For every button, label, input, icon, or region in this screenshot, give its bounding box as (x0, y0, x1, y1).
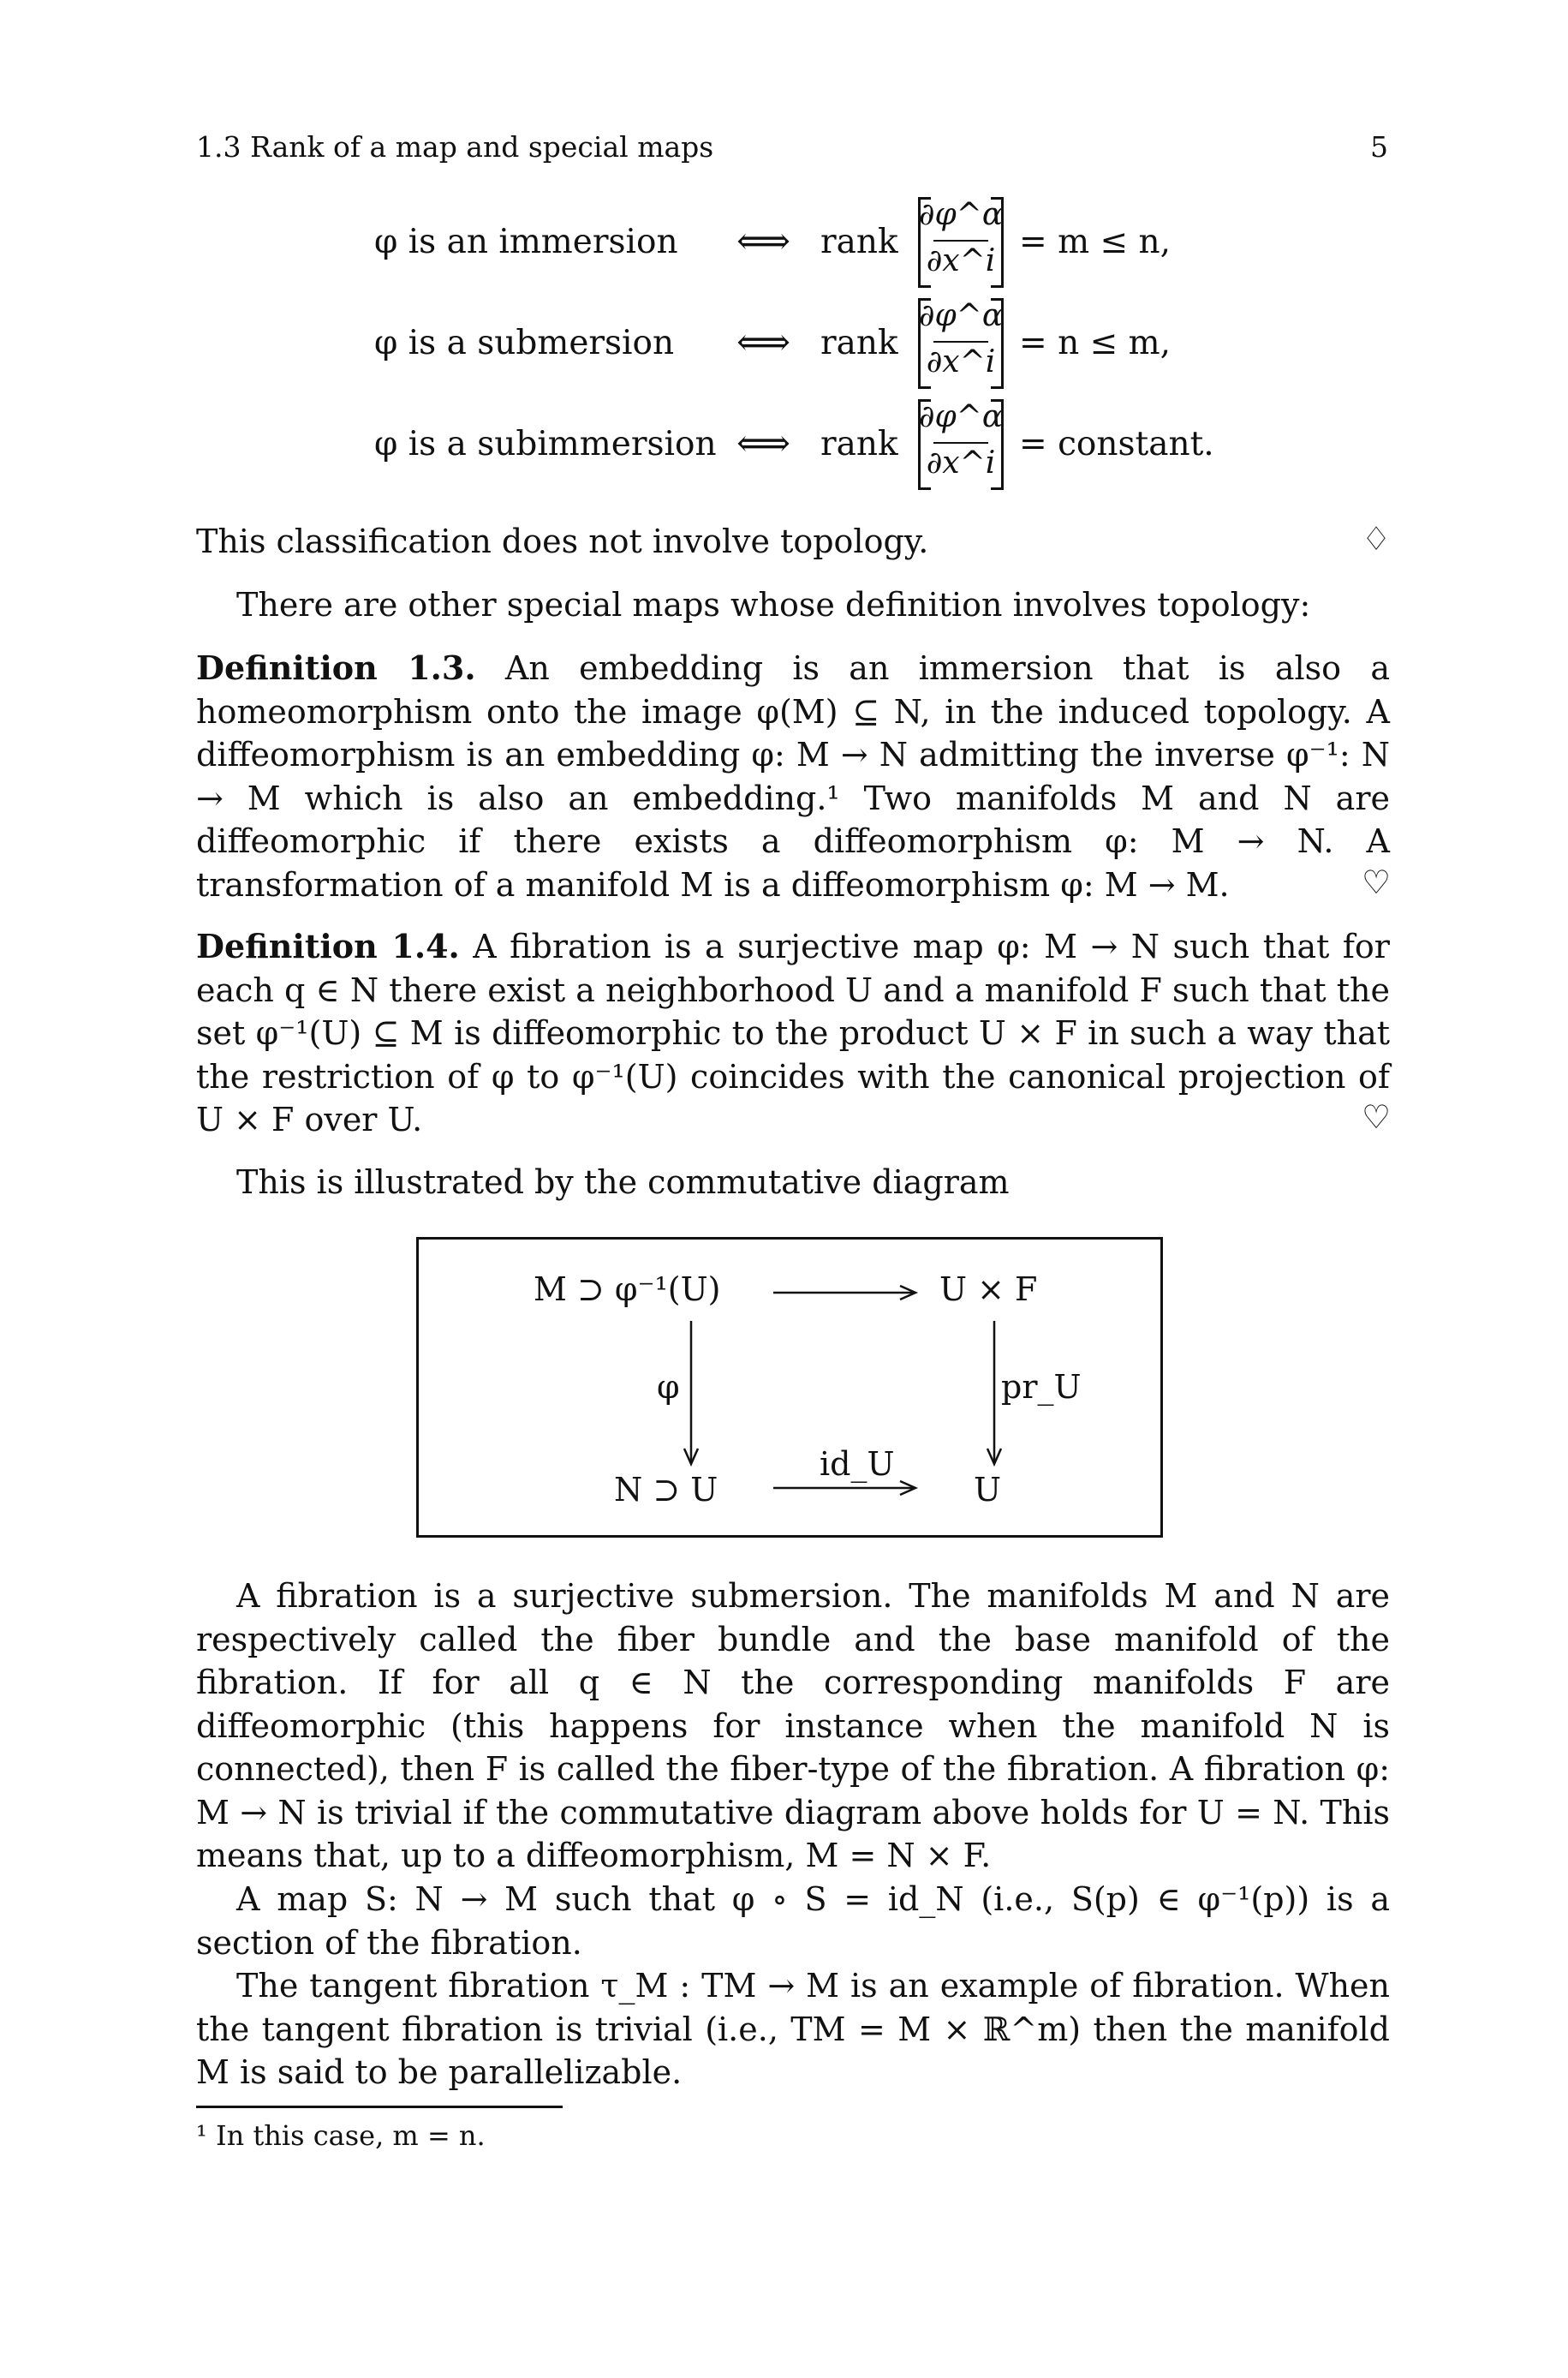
definition-text: A fibration is a surjective map φ: M → N such that for each q ∈ N there exist a neighborhood U and a manifold F such that the set φ⁻¹(U) ⊆ M is diffeomorphic to the product U × F in such a way that the restriction of φ to φ⁻¹(U) coincides with the canonical projection of U × F over U. (196, 928, 1390, 1138)
eq-lhs: φ is a subimmersion (374, 425, 717, 463)
eq-rhs: = n ≤ m, (1019, 324, 1172, 362)
diagram-arrows (419, 1240, 1160, 1535)
jacobian-matrix (918, 397, 1004, 492)
jacobian-matrix (918, 195, 1004, 290)
eq-rhs: = constant. (1019, 425, 1214, 463)
eq-rhs: = m ≤ n, (1019, 223, 1172, 261)
equation-submersion (0, 296, 1568, 391)
diagram-right-arrow-label: pr_U (1001, 1368, 1082, 1406)
fraction-denominator: ∂x^i (926, 344, 996, 379)
other-maps-intro: There are other special maps whose definition involves topology: (236, 586, 1311, 624)
rank-operator: rank (820, 223, 898, 261)
definition-label: Definition 1.4. (196, 927, 460, 965)
diagram-bottom-right: U (974, 1471, 1002, 1509)
running-head: 1.3 Rank of a map and special maps (196, 130, 714, 164)
equation-immersion (0, 195, 1568, 290)
definition-1-4 (196, 925, 1390, 1142)
fraction-denominator: ∂x^i (926, 243, 996, 278)
classification-note: This classification does not involve topology. (196, 523, 929, 560)
diagram-left-arrow-label: φ (657, 1368, 680, 1406)
heart-icon: ♡ (1362, 1098, 1392, 1136)
eq-lhs: φ is an immersion (374, 223, 678, 261)
heart-icon: ♡ (1362, 863, 1392, 901)
fraction-numerator: ∂φ^α (918, 399, 1004, 434)
diagram-bottom-arrow-label: id_U (820, 1445, 895, 1483)
iff-symbol: ⟺ (736, 219, 791, 263)
diagram-top-right: U × F (939, 1270, 1038, 1308)
iff-symbol: ⟺ (736, 421, 791, 465)
diamond-icon: ♢ (1362, 520, 1392, 558)
definition-1-3 (196, 647, 1390, 906)
footnote-rule (196, 2106, 563, 2108)
tangent-fibration-paragraph: The tangent fibration τ_M : TM → M is an example of fibration. When the tangent fibration is trivial (i.e., TM = M × ℝ^m) then the manifold M is said to be parallelizable. (196, 1967, 1390, 2091)
definition-text: An embedding is an immersion that is also a homeomorphism onto the image φ(M) ⊆ N, in the induced topology. A diffeomorphism is an embedding φ: M → N admitting the inverse φ⁻¹: N → M which is also an embedding.¹ Two manifolds M and N are diffeomorphic if there exists a diffeomorphism φ: M → N. A transformation of a manifold M is a diffeomorphism φ: M → M. (196, 649, 1390, 904)
diagram-bottom-left: N ⊃ U (614, 1471, 718, 1509)
diagram-top-left: M ⊃ φ⁻¹(U) (534, 1270, 721, 1308)
fraction-numerator: ∂φ^α (918, 298, 1004, 333)
definition-label: Definition 1.3. (196, 648, 476, 687)
footnote: ¹ In this case, m = n. (196, 2119, 486, 2152)
page-number: 5 (1370, 130, 1388, 164)
equation-subimmersion (0, 397, 1568, 492)
fraction-denominator: ∂x^i (926, 445, 996, 481)
fibration-paragraph: A fibration is a surjective submersion. The manifolds M and N are respectively called the fiber bundle and the base manifold of the fibration. If for all q ∈ N the corresponding manifolds F are diffeomorphic (this happens for instance when the manifold N is connected), then F is called the fiber-type of the fibration. A fibration φ: M → N is trivial if the commutative diagram above holds for U = N. This means that, up to a diffeomorphism, M = N × F. (196, 1577, 1390, 1874)
iff-symbol: ⟺ (736, 320, 791, 364)
jacobian-matrix (918, 296, 1004, 391)
diagram-intro: This is illustrated by the commutative diagram (236, 1163, 1010, 1201)
rank-operator: rank (820, 425, 898, 463)
section-paragraph: A map S: N → M such that φ ∘ S = id_N (i.e., S(p) ∈ φ⁻¹(p)) is a section of the fibration. (196, 1880, 1390, 1962)
eq-lhs: φ is a submersion (374, 324, 675, 362)
rank-operator: rank (820, 324, 898, 362)
commutative-diagram (416, 1237, 1163, 1538)
fraction-numerator: ∂φ^α (918, 197, 1004, 232)
